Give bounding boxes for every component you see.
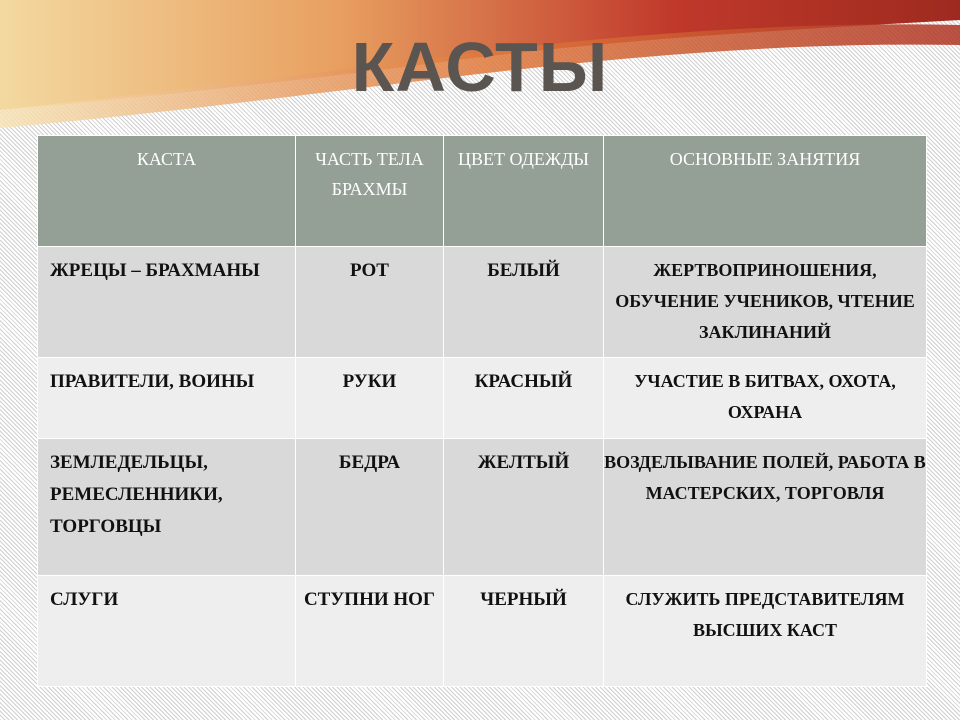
header-occupations: ОСНОВНЫЕ ЗАНЯТИЯ: [604, 136, 927, 247]
cell-body-part: РОТ: [296, 247, 444, 358]
cell-clothing-color: ЧЕРНЫЙ: [444, 576, 604, 687]
cell-caste: ЖРЕЦЫ – БРАХМАНЫ: [38, 247, 296, 358]
cell-clothing-color: ЖЕЛТЫЙ: [444, 439, 604, 576]
table-row: [38, 247, 927, 358]
cell-body-part: РУКИ: [296, 358, 444, 439]
cell-caste: ЗЕМЛЕДЕЛЬЦЫ, РЕМЕСЛЕННИКИ, ТОРГОВЦЫ: [38, 439, 296, 576]
header-body-part: ЧАСТЬ ТЕЛА БРАХМЫ: [296, 136, 444, 247]
cell-clothing-color: БЕЛЫЙ: [444, 247, 604, 358]
cell-occupations: ЖЕРТВОПРИНОШЕНИЯ, ОБУЧЕНИЕ УЧЕНИКОВ, ЧТЕНИЕ ЗАКЛИНАНИЙ: [604, 247, 927, 358]
table-row: [38, 439, 927, 576]
table-row: [38, 576, 927, 687]
cell-occupations: СЛУЖИТЬ ПРЕДСТАВИТЕЛЯМ ВЫСШИХ КАСТ: [604, 576, 927, 687]
cell-caste: СЛУГИ: [38, 576, 296, 687]
header-clothing-color: ЦВЕТ ОДЕЖДЫ: [444, 136, 604, 247]
cell-occupations: УЧАСТИЕ В БИТВАХ, ОХОТА, ОХРАНА: [604, 358, 927, 439]
table-row: [38, 358, 927, 439]
cell-caste: ПРАВИТЕЛИ, ВОИНЫ: [38, 358, 296, 439]
cell-body-part: БЕДРА: [296, 439, 444, 576]
table-header-row: [38, 136, 927, 247]
header-caste: КАСТА: [38, 136, 296, 247]
page-title: КАСТЫ: [351, 28, 609, 106]
castes-table: [37, 135, 927, 687]
cell-occupations: ВОЗДЕЛЫВАНИЕ ПОЛЕЙ, РАБОТА В МАСТЕРСКИХ, ТОРГОВЛЯ: [604, 439, 927, 576]
cell-body-part: СТУПНИ НОГ: [296, 576, 444, 687]
cell-clothing-color: КРАСНЫЙ: [444, 358, 604, 439]
